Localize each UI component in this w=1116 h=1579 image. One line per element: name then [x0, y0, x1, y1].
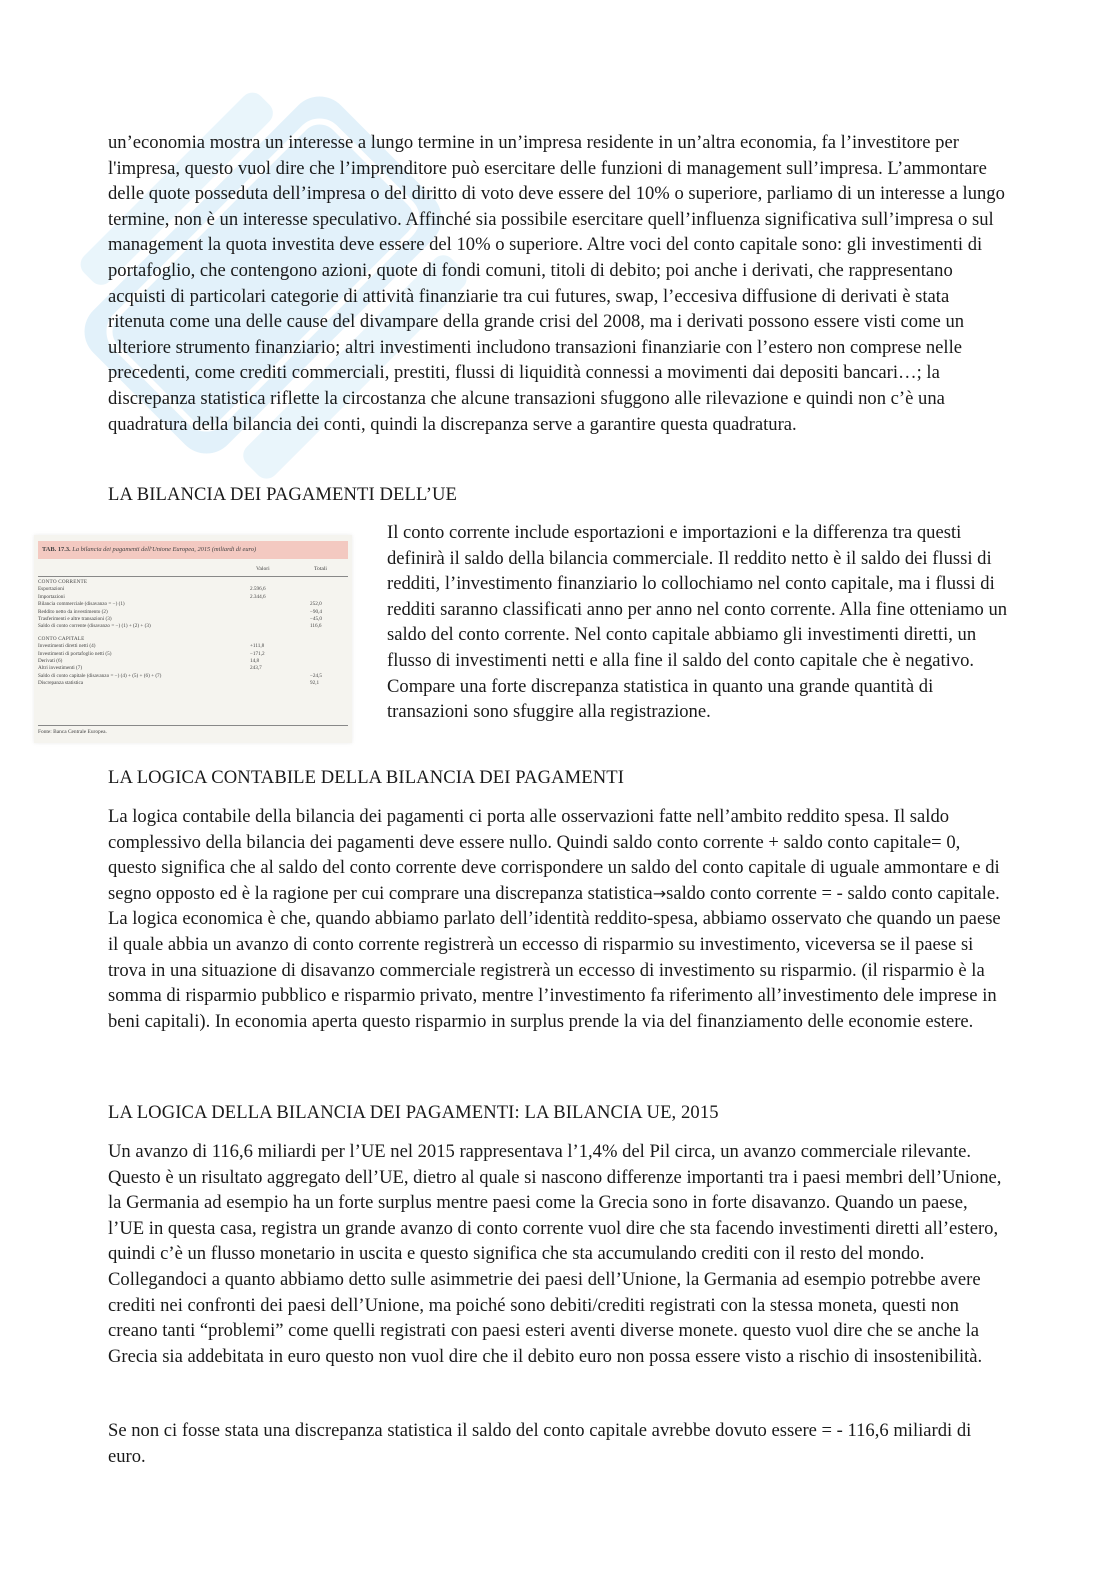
table-cell-total: 92,1	[310, 680, 320, 687]
table-row	[38, 609, 348, 616]
table-source: Fonte: Banca Centrale Europea.	[38, 725, 348, 735]
table-caption: La bilancia dei pagamenti dell'Unione Europea, 2015 (miliardi di euro)	[72, 546, 257, 553]
right-arrow-icon: →	[652, 883, 667, 903]
table-row	[38, 673, 348, 680]
table-cell-value: 243,7	[250, 665, 262, 672]
balance-of-payments-table	[34, 535, 352, 743]
table-cell-value: 2.596,6	[250, 586, 266, 593]
table-cell-label: Importazioni	[38, 593, 65, 600]
table-cell-label: Saldo di conto corrente (disavanzo = −) (1) + (2) + (3)	[38, 623, 151, 630]
table-row	[38, 623, 348, 630]
table-cell-value: +111,8	[250, 643, 265, 650]
table-cell-value: 14,8	[250, 657, 260, 664]
table-cell-label: Investimenti diretti netti (4)	[38, 643, 96, 650]
column-header-values: Valori	[256, 566, 270, 572]
paragraph-discrepanza: Se non ci fosse stata una discrepanza statistica il saldo del conto capitale avrebbe dovuto essere = - 116,6 miliardi di euro.	[108, 1420, 972, 1467]
table-cell-total: −45,0	[310, 615, 323, 622]
table-cell-value: −171,2	[250, 650, 265, 657]
paragraph-conto-corrente: Il conto corrente include esportazioni e importazioni e la differenza tra questi definirà il saldo della bilancia commerciale. Il reddito netto è il saldo dei flussi di redditi, l’investimento finanziario lo collochiamo nel conto capitale, ma i flussi di redditi saranno classificati anno per anno nel conto corrente. Alla fine otteniamo un saldo del conto corrente. Nel conto capitale abbiamo gli investimenti diretti, un flusso di investimenti netti e alla fine il saldo del conto capitale che è negativo. Compare una forte discrepanza statistica in quanto una grande quantità di transazioni sono sfuggire alla registrazione.	[387, 522, 1008, 723]
heading-bilancia-ue: LA BILANCIA DEI PAGAMENTI DELL’UE	[108, 484, 457, 505]
paragraph-logica-part-b: saldo conto corrente = - saldo conto capitale. La logica economica è che, quando abbiamo parlato dell’identità reddito-spesa, abbiamo osservato che quando un paese il quale abbia un avanzo di conto corrente registrerà un eccesso di risparmio su investimento, viceversa se il paese si trova in una situazione di disavanzo commerciale registrerà un eccesso di investimento su risparmio. (il risparmio è la somma di risparmio pubblico e risparmio privato, mentre l’investimento fa riferimento all’investimento dele imprese in beni capitali). In economia aperta questo risparmio in surplus prende la via del finanziamento delle economie estere.	[108, 882, 1001, 1032]
table-cell-label: Altri investimenti (7)	[38, 665, 83, 672]
table-cell-value: 2.344,6	[250, 593, 266, 600]
table-cell-label: Esportazioni	[38, 586, 65, 593]
table-rows	[38, 579, 348, 687]
table-row	[38, 658, 348, 665]
table-cell-label: Reddito netto da investimento (2)	[38, 608, 108, 615]
table-title	[38, 541, 348, 559]
paragraph-logica-contabile	[108, 804, 1008, 1034]
table-row	[38, 601, 348, 608]
table-cell-label: Saldo di conto capitale (disavanzo = −) (4) + (5) + (6) + (7)	[38, 672, 162, 679]
paragraph-avanzo-ue: Un avanzo di 116,6 miliardi per l’UE nel 2015 rappresentava l’1,4% del Pil circa, un avanzo commerciale rilevante. Questo è un risultato aggregato dell’UE, dietro al quale si nascono differenze importanti tra i paesi membri dell’Unione, la Germania ad esempio ha un forte surplus mentre paesi come la Grecia sono in forte disavanzo. Quando un paese, l’UE in questa casa, registra un grande avanzo di conto corrente vuol dire che sta facendo investimenti diretti all’estero, quindi c’è un flusso monetario in uscita e questo significa che sta accumulando crediti con il resto del mondo. Collegandoci a quanto abbiamo detto sulle asimmetrie dei paesi dell’Unione, la Germania ad esempio potrebbe avere crediti nei confronti dei paesi dell’Unione, ma poiché sono debiti/crediti registrati con la stessa moneta, questi non creano tanti “problemi” come quelli registrati con paesi esteri aventi diverse monete. questo vuol dire che se anche la Grecia sia addebitata in euro questo non vuol dire che il debito euro non possa essere visto a rischio di insostenibilità.	[108, 1141, 1002, 1367]
table-row	[38, 665, 348, 672]
heading-bilancia-ue-2015: LA LOGICA DELLA BILANCIA DEI PAGAMENTI: LA BILANCIA UE, 2015	[108, 1102, 719, 1123]
table-cell-label: Derivati (6)	[38, 657, 63, 664]
table-header-row	[38, 564, 348, 577]
table-row	[38, 651, 348, 658]
table-number: TAB. 17.3.	[42, 546, 71, 553]
table-cell-label: Trasferimenti e altre transazioni (3)	[38, 615, 112, 622]
table-cell-total: −24,5	[310, 672, 323, 679]
table-cell-label: Bilancia commerciale (disavanzo = −) (1)	[38, 601, 125, 608]
table-cell-label: Discrepanza statistica	[38, 680, 84, 687]
heading-logica-contabile: LA LOGICA CONTABILE DELLA BILANCIA DEI PAGAMENTI	[108, 767, 624, 788]
table-cell-label: Investimenti di portafoglio netti (5)	[38, 650, 112, 657]
paragraph-fdi: un’economia mostra un interesse a lungo termine in un’impresa residente in un’altra economia, fa l’investitore per l'impresa, questo vuol dire che l’imprenditore può esercitare delle funzioni di management sull’impresa. L’ammontare delle quote posseduta dell’impresa o del diritto di voto deve essere del 10% o superiore, parliamo di un interesse a lungo termine, non è un interesse speculativo. Affinché sia possibile esercitare quell’influenza significativa sull’impresa o sul management la quota investita deve essere del 10% o superiore. Altre voci del conto capitale sono: gli investimenti di portafoglio, che contengono azioni, quote di fondi comuni, titoli di debito; poi anche i derivati, che rappresentano acquisti di particolari categorie di attività finanziarie tra cui futures, swap, l’eccesiva diffusione di derivati è stata ritenuta come una delle cause del divampare della grande crisi del 2008, ma i derivati possono essere visti come un ulteriore strumento finanziario; altri investimenti includono transazioni finanziarie con l’estero non comprese nelle precedenti, come crediti commerciali, prestiti, flussi di liquidità connessi a movimenti dai depositi bancari…; la discrepanza statistica riflette la circostanza che alcune transazioni sfuggono alle rilevazione e quindi non c’è una quadratura della bilancia dei conti, quindi la discrepanza serve a garantire questa quadratura.	[108, 132, 1005, 435]
column-header-totals: Totali	[314, 566, 327, 572]
table-row	[38, 680, 348, 687]
table-cell-total: 116,6	[310, 623, 322, 630]
table-cell-label: CONTO CAPITALE	[38, 635, 85, 642]
table-section-row	[38, 579, 348, 586]
paragraph-logica-part-a: La logica contabile della bilancia dei pagamenti ci porta alle osservazioni fatte nell’ambito reddito spesa. Il saldo complessivo della bilancia dei pagamenti deve essere nullo. Quindi saldo conto corrente + saldo conto capitale= 0, questo significa che al saldo del conto corrente deve corrispondere un saldo del conto capitale di uguale ammontare e di segno opposto ed è la ragione per cui comprare una discrepanza statistica	[108, 806, 1000, 904]
table-row	[38, 586, 348, 593]
table-cell-total: 252,0	[310, 601, 322, 608]
table-cell-label: CONTO CORRENTE	[38, 579, 88, 585]
table-row	[38, 643, 348, 650]
table-cell-total: −90,4	[310, 608, 323, 615]
